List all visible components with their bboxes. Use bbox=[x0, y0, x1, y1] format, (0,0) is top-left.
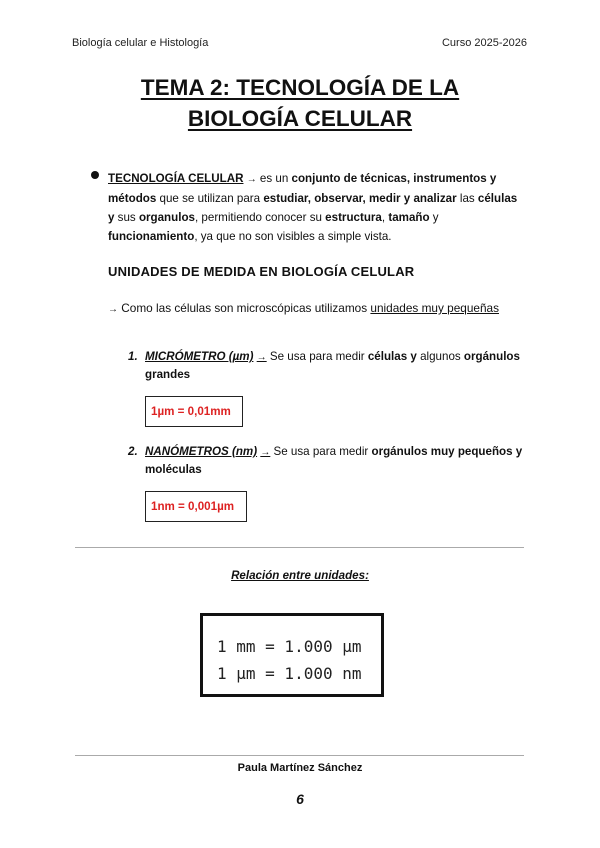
definition-text: y bbox=[429, 211, 439, 224]
definition-paragraph bbox=[108, 169, 518, 246]
relation-line: 1 µm = 1.000 nm bbox=[217, 664, 362, 683]
arrow-icon: → bbox=[246, 174, 257, 185]
micrometer-conversion-box: 1µm = 0,01mm bbox=[145, 396, 243, 427]
definition-bold: tamaño bbox=[388, 211, 430, 224]
unit-item-text bbox=[145, 443, 528, 478]
definition-bold: células y bbox=[108, 192, 518, 224]
intro-text: Como las células son microscópicas utilizamos bbox=[118, 301, 371, 315]
header-academic-year: Curso 2025-2026 bbox=[441, 37, 527, 49]
definition-text: las bbox=[456, 192, 478, 205]
definition-text: sus bbox=[114, 211, 139, 224]
footer-divider bbox=[75, 755, 524, 756]
unit-bold: células y bbox=[367, 350, 417, 363]
definition-text: , permitiendo conocer su bbox=[194, 211, 326, 224]
arrow-icon: → bbox=[256, 352, 267, 363]
unit-term: MICRÓMETRO (µm) bbox=[145, 350, 254, 363]
definition-bold: funcionamiento bbox=[108, 230, 195, 243]
unit-text: algunos bbox=[416, 350, 464, 363]
definition-text: que se utilizan para bbox=[156, 192, 264, 205]
arrow-icon: → bbox=[260, 447, 271, 458]
divider bbox=[75, 547, 524, 548]
definition-term: TECNOLOGÍA CELULAR bbox=[108, 172, 244, 185]
arrow-icon: → bbox=[108, 304, 118, 315]
units-section-heading: UNIDADES DE MEDIDA EN BIOLOGÍA CELULAR bbox=[108, 264, 415, 279]
unit-item-text bbox=[145, 348, 528, 383]
relation-heading bbox=[0, 569, 600, 582]
definition-text: , bbox=[381, 211, 389, 224]
definition-bold: conjunto de técnicas, instrumentos y métodos bbox=[108, 172, 497, 205]
unit-bold: orgánulos grandes bbox=[145, 350, 520, 381]
relation-line: 1 mm = 1.000 µm bbox=[217, 637, 362, 656]
definition-text: es un bbox=[256, 172, 292, 185]
relation-heading-text: Relación entre unidades: bbox=[231, 569, 369, 582]
relation-box bbox=[200, 613, 384, 697]
units-intro bbox=[108, 301, 499, 315]
definition-text: , ya que no son visibles a simple vista. bbox=[194, 230, 392, 243]
unit-term: NANÓMETROS (nm) bbox=[145, 445, 258, 458]
definition-bold: estudiar, observar, medir y analizar bbox=[263, 192, 457, 205]
title-line-1: TEMA 2: TECNOLOGÍA DE LA bbox=[140, 75, 460, 100]
unit-text: Se usa para medir bbox=[266, 350, 368, 363]
title-line-2: BIOLOGÍA CELULAR bbox=[187, 106, 413, 131]
definition-bold: estructura bbox=[325, 211, 382, 224]
unit-bold: orgánulos muy pequeños y moléculas bbox=[145, 445, 523, 476]
nanometer-conversion-box: 1nm = 0,001µm bbox=[145, 491, 247, 522]
list-number: 1. bbox=[128, 350, 138, 363]
page-number: 6 bbox=[296, 791, 304, 807]
unit-item-micrometer bbox=[128, 348, 528, 383]
unit-text: Se usa para medir bbox=[270, 445, 372, 458]
header-course-title: Biología celular e Histología bbox=[72, 37, 209, 49]
list-number: 2. bbox=[128, 445, 138, 458]
definition-bold: organulos bbox=[138, 211, 195, 224]
page-title bbox=[0, 72, 600, 134]
intro-underlined: unidades muy pequeñas bbox=[370, 301, 499, 315]
unit-item-nanometer bbox=[128, 443, 528, 478]
footer-author: Paula Martínez Sánchez bbox=[237, 762, 363, 774]
bullet-dot-icon bbox=[91, 171, 99, 179]
